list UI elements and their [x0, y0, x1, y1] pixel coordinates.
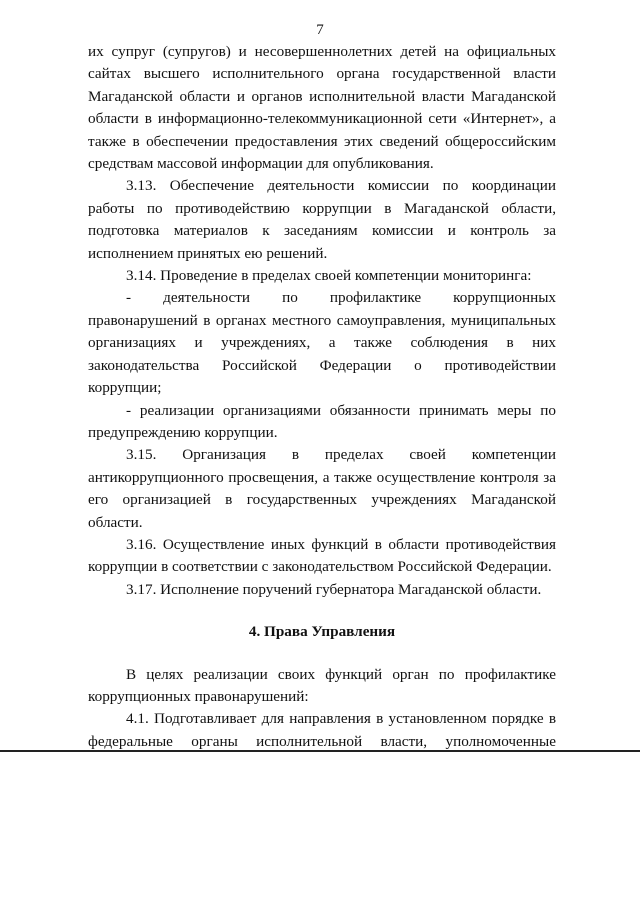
page-bottom-rule — [0, 750, 640, 752]
paragraph-3-14-item-1: - деятельности по профилактике коррупционных правонарушений в органах местного самоуправления, муниципальных организациях и учреждениях, а также соблюдения в них законодательства Российской Федерации о противодействии коррупции; — [88, 289, 556, 397]
page-number: 7 — [316, 22, 324, 38]
paragraph-3-16: 3.16. Осуществление иных функций в области противодействия коррупции в соответствии с законодательством Российской Федерации. — [88, 535, 556, 576]
paragraph-section-4-intro: В целях реализации своих функций орган по профилактике коррупционных правонарушений: — [88, 665, 556, 705]
document-body — [88, 41, 556, 753]
paragraph-continuation: их супруг (супругов) и несовершеннолетних детей на официальных сайтах высшего исполнительного органа государственной власти Магаданской области и органов исполнительной власти Магаданской области в информационно-телекоммуникационной сети «Интернет», а также в обеспечении предоставления этих сведений общероссийским средствам массовой информации для опубликования. — [88, 43, 556, 173]
paragraph-3-15: 3.15. Организация в пределах своей компетенции антикоррупционного просвещения, а также осуществление контроля за его организацией в государственных учреждениях Магаданской области. — [88, 446, 556, 531]
paragraph-3-14: 3.14. Проведение в пределах своей компетенции мониторинга: — [126, 267, 532, 285]
paragraph-4-1: 4.1. Подготавливает для направления в установленном порядке в федеральные органы исполнительной власти, уполномоченные — [88, 710, 556, 750]
paragraph-3-17: 3.17. Исполнение поручений губернатора Магаданской области. — [126, 580, 542, 598]
paragraph-3-14-item-2: - реализации организациями обязанности принимать меры по предупреждению коррупции. — [88, 401, 556, 441]
paragraph-3-13: 3.13. Обеспечение деятельности комиссии по координации работы по противодействию коррупции в Магаданской области, подготовка материалов к заседаниям комиссии и контроль за исполнением принятых ею решений. — [88, 177, 556, 262]
section-heading: 4. Права Управления — [248, 623, 396, 641]
